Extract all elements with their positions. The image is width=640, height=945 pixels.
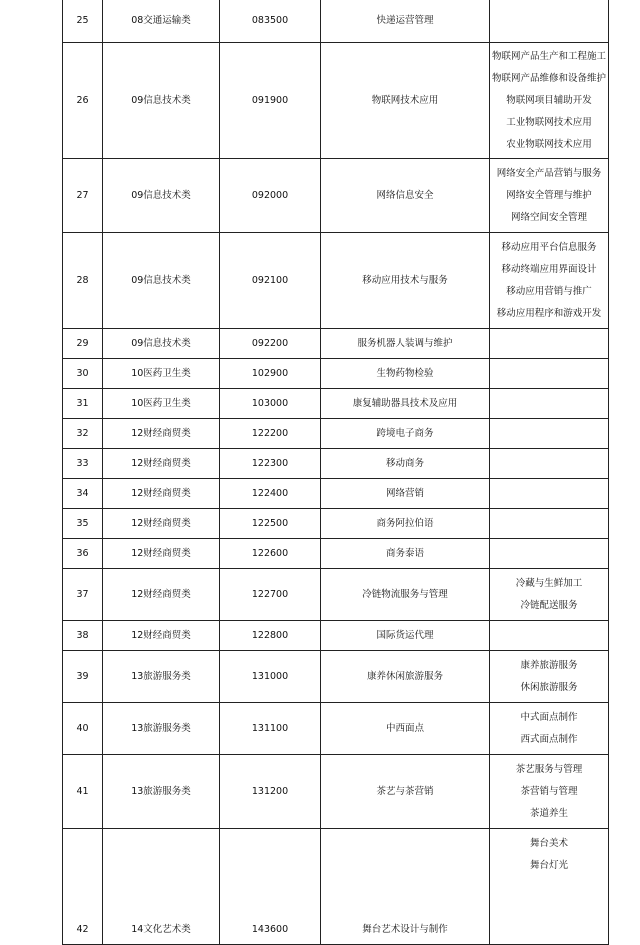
category-cell: 12财经商贸类	[103, 539, 220, 569]
row-number: 36	[63, 539, 103, 569]
major-cell: 舞台艺术设计与制作	[321, 829, 490, 945]
direction-item: 康养旅游服务	[520, 659, 578, 671]
major-cell: 中西面点	[321, 703, 490, 755]
direction-item: 茶营销与管理	[520, 785, 578, 797]
row-number: 25	[63, 0, 103, 43]
table-row	[63, 539, 609, 569]
direction-item: 移动终端应用界面设计	[501, 263, 597, 275]
major-cell: 快递运营管理	[321, 0, 490, 43]
direction-item: 网络安全管理与维护	[506, 189, 592, 201]
directions-cell	[490, 509, 609, 539]
table-row	[63, 389, 609, 419]
directions-cell	[490, 329, 609, 359]
category-cell: 12财经商贸类	[103, 449, 220, 479]
code-cell: 131100	[220, 703, 321, 755]
directions-cell	[490, 159, 609, 233]
code-cell: 122400	[220, 479, 321, 509]
major-cell: 康养休闲旅游服务	[321, 651, 490, 703]
category-cell: 10医药卫生类	[103, 389, 220, 419]
table-row	[63, 0, 609, 43]
table-row	[63, 359, 609, 389]
category-cell: 08交通运输类	[103, 0, 220, 43]
table-row	[63, 703, 609, 755]
category-cell: 09信息技术类	[103, 43, 220, 159]
direction-item: 中式面点制作	[520, 711, 578, 723]
directions-cell	[490, 43, 609, 159]
direction-item: 休闲旅游服务	[520, 681, 578, 693]
row-number: 39	[63, 651, 103, 703]
row-number: 40	[63, 703, 103, 755]
directions-cell	[490, 233, 609, 329]
code-cell: 083500	[220, 0, 321, 43]
direction-item: 舞台美术	[529, 838, 568, 849]
direction-item: 西式面点制作	[520, 733, 578, 745]
code-cell: 122300	[220, 449, 321, 479]
code-cell: 102900	[220, 359, 321, 389]
code-cell: 131200	[220, 755, 321, 829]
table-row	[63, 43, 609, 159]
row-number: 35	[63, 509, 103, 539]
code-cell: 122600	[220, 539, 321, 569]
code-cell: 122700	[220, 569, 321, 621]
direction-item: 物联网产品生产和工程施工	[491, 50, 606, 62]
major-cell: 商务阿拉伯语	[321, 509, 490, 539]
direction-item: 冷藏与生鲜加工	[515, 577, 583, 589]
category-cell: 12财经商贸类	[103, 479, 220, 509]
directions-cell	[490, 359, 609, 389]
code-cell: 092000	[220, 159, 321, 233]
row-number: 34	[63, 479, 103, 509]
category-cell: 12财经商贸类	[103, 509, 220, 539]
table-row	[63, 449, 609, 479]
direction-item: 茶道养生	[529, 807, 568, 819]
major-cell: 茶艺与茶营销	[321, 755, 490, 829]
direction-item: 物联网产品维修和设备维护	[491, 72, 606, 84]
table-row	[63, 233, 609, 329]
directions-cell	[490, 419, 609, 449]
code-cell: 103000	[220, 389, 321, 419]
directions-cell	[490, 829, 609, 945]
code-cell: 092100	[220, 233, 321, 329]
row-number: 33	[63, 449, 103, 479]
major-cell: 网络营销	[321, 479, 490, 509]
major-cell: 商务泰语	[321, 539, 490, 569]
major-cell: 国际货运代理	[321, 621, 490, 651]
directions-cell	[490, 703, 609, 755]
direction-item: 物联网项目辅助开发	[506, 94, 592, 106]
code-cell: 122800	[220, 621, 321, 651]
row-number: 29	[63, 329, 103, 359]
category-cell: 10医药卫生类	[103, 359, 220, 389]
direction-item: 冷链配送服务	[520, 599, 578, 611]
row-number: 30	[63, 359, 103, 389]
table-row	[63, 479, 609, 509]
category-cell: 09信息技术类	[103, 233, 220, 329]
table-row	[63, 621, 609, 651]
direction-item: 农业物联网技术应用	[506, 138, 592, 150]
table-row	[63, 509, 609, 539]
row-number: 28	[63, 233, 103, 329]
directions-cell	[490, 449, 609, 479]
code-cell: 143600	[220, 829, 321, 945]
direction-item: 茶艺服务与管理	[515, 763, 583, 775]
category-cell: 13旅游服务类	[103, 755, 220, 829]
direction-item: 移动应用程序和游戏开发	[496, 307, 602, 319]
direction-item: 工业物联网技术应用	[506, 116, 592, 128]
category-cell: 09信息技术类	[103, 159, 220, 233]
row-number: 38	[63, 621, 103, 651]
direction-item: 移动应用平台信息服务	[501, 241, 597, 253]
category-cell: 12财经商贸类	[103, 419, 220, 449]
row-number: 26	[63, 43, 103, 159]
category-cell: 12财经商贸类	[103, 569, 220, 621]
code-cell: 122500	[220, 509, 321, 539]
major-cell: 康复辅助器具技术及应用	[321, 389, 490, 419]
directions-cell	[490, 539, 609, 569]
row-number: 37	[63, 569, 103, 621]
category-cell: 09信息技术类	[103, 329, 220, 359]
directions-cell	[490, 0, 609, 43]
category-cell: 13旅游服务类	[103, 703, 220, 755]
directions-cell	[490, 621, 609, 651]
directions-cell	[490, 651, 609, 703]
major-cell: 物联网技术应用	[321, 43, 490, 159]
major-cell: 网络信息安全	[321, 159, 490, 233]
code-cell: 092200	[220, 329, 321, 359]
category-cell: 14文化艺术类	[103, 829, 220, 945]
table-row	[63, 651, 609, 703]
table-row	[63, 755, 609, 829]
code-cell: 122200	[220, 419, 321, 449]
category-cell: 13旅游服务类	[103, 651, 220, 703]
directions-cell	[490, 569, 609, 621]
major-cell: 跨境电子商务	[321, 419, 490, 449]
table-row	[63, 419, 609, 449]
majors-table	[62, 0, 609, 945]
row-number: 27	[63, 159, 103, 233]
row-number: 41	[63, 755, 103, 829]
direction-item: 移动应用营销与推广	[506, 285, 592, 297]
directions-cell	[490, 755, 609, 829]
row-number: 42	[63, 829, 103, 945]
direction-item: 网络安全产品营销与服务	[496, 167, 602, 179]
major-cell: 服务机器人装调与维护	[321, 329, 490, 359]
row-number: 32	[63, 419, 103, 449]
table-row	[63, 159, 609, 233]
major-cell: 移动商务	[321, 449, 490, 479]
category-cell: 12财经商贸类	[103, 621, 220, 651]
major-cell: 生物药物检验	[321, 359, 490, 389]
row-number: 31	[63, 389, 103, 419]
major-cell: 移动应用技术与服务	[321, 233, 490, 329]
code-cell: 131000	[220, 651, 321, 703]
major-cell: 冷链物流服务与管理	[321, 569, 490, 621]
direction-item: 舞台灯光	[529, 860, 568, 871]
table-row	[63, 329, 609, 359]
table-row	[63, 569, 609, 621]
table-row	[63, 829, 609, 945]
directions-cell	[490, 479, 609, 509]
direction-item: 网络空间安全管理	[510, 211, 587, 223]
code-cell: 091900	[220, 43, 321, 159]
directions-cell	[490, 389, 609, 419]
